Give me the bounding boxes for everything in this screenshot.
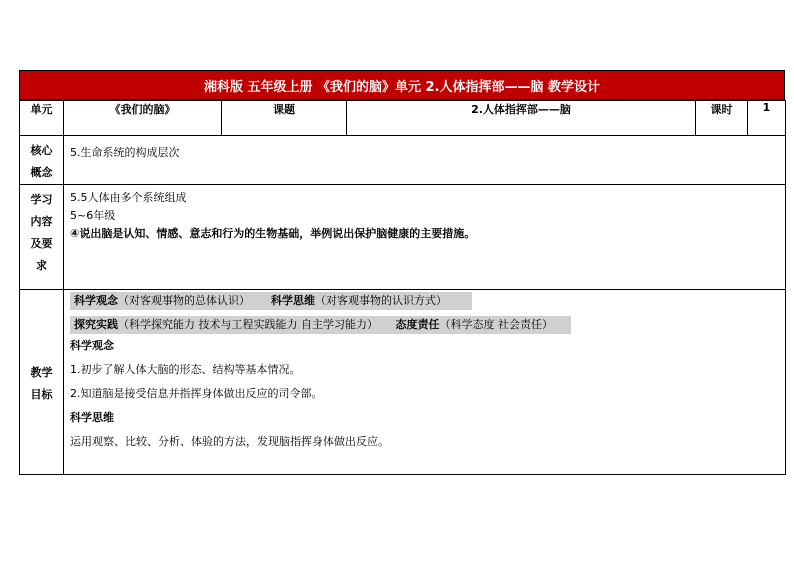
core-concept-row <box>20 136 786 185</box>
goal-bar-1: 科学观念（对客观事物的总体认识） 科学思维（对客观事物的认识方式） <box>70 292 779 310</box>
core-concept-label: 核心 概念 <box>20 136 64 185</box>
period-value: 1 <box>748 101 786 136</box>
unit-label: 单元 <box>20 101 64 136</box>
section1-item1: 1.初步了解人体大脑的形态、结构等基本情况。 <box>70 363 301 376</box>
core-concept-text: 5.生命系统的构成层次 <box>64 136 786 185</box>
learning-row <box>20 185 786 290</box>
document-title: 湘科版 五年级上册 《我们的脑》单元 2.人体指挥部——脑 教学设计 <box>19 70 785 100</box>
period-label: 课时 <box>696 101 748 136</box>
goal-bar-2: 探究实践（科学探究能力 技术与工程实践能力 自主学习能力） 态度责任（科学态度 社会责任） <box>70 316 779 334</box>
section2-item1: 运用观察、比较、分析、体验的方法，发现脑指挥身体做出反应。 <box>70 435 389 448</box>
lesson-plan-table <box>19 100 786 475</box>
unit-value: 《我们的脑》 <box>64 101 222 136</box>
learning-content: 5.5人体由多个系统组成 5~6年级 ④说出脑是认知、情感、意志和行为的生物基础，举例说出保护脑健康的主要措施。 <box>64 185 786 290</box>
header-row <box>20 101 786 136</box>
section1-item2: 2.知道脑是接受信息并指挥身体做出反应的司令部。 <box>70 387 323 400</box>
topic-label: 课题 <box>222 101 347 136</box>
goals-content <box>64 290 786 475</box>
goals-label: 教学 目标 <box>20 290 64 475</box>
goals-row <box>20 290 786 475</box>
topic-value: 2.人体指挥部——脑 <box>347 101 696 136</box>
section2-title: 科学思维 <box>70 411 114 424</box>
learning-label: 学习 内容 及要 求 <box>20 185 64 290</box>
section1-title: 科学观念 <box>70 339 114 352</box>
